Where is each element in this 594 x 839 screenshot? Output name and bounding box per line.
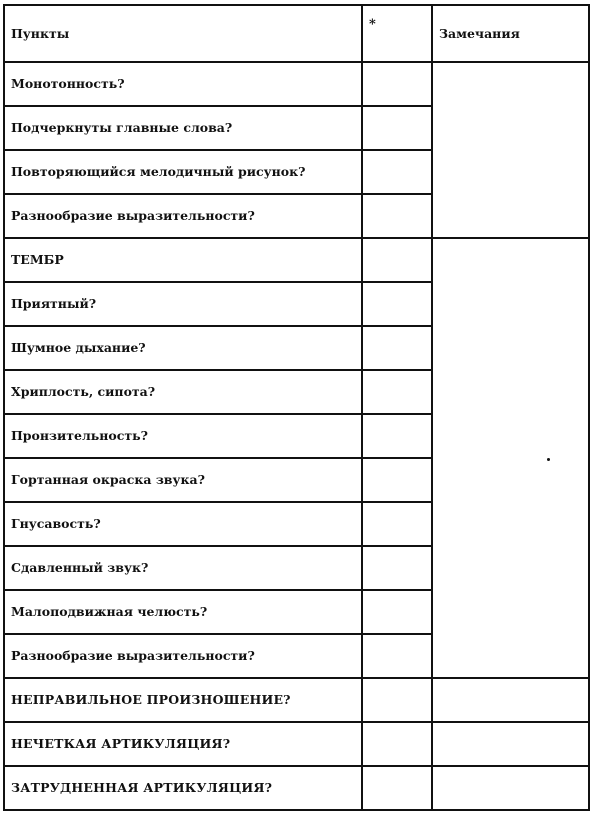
notes-cell-intonation: [432, 62, 589, 238]
row-label: НЕЧЕТКАЯ АРТИКУЛЯЦИЯ?: [4, 722, 362, 766]
row-label: Хриплость, сипота?: [4, 370, 362, 414]
row-label: Приятный?: [4, 282, 362, 326]
row-label: Шумное дыхание?: [4, 326, 362, 370]
mark-cell: [362, 106, 432, 150]
notes-cell: [432, 678, 589, 722]
row-label: ЗАТРУДНЕННАЯ АРТИКУЛЯЦИЯ?: [4, 766, 362, 810]
mark-cell: [362, 722, 432, 766]
mark-cell: [362, 458, 432, 502]
table-row: [4, 722, 589, 766]
mark-cell: [362, 326, 432, 370]
row-label: Сдавленный звук?: [4, 546, 362, 590]
row-label: Подчеркнуты главные слова?: [4, 106, 362, 150]
row-label: ТЕМБР: [4, 238, 362, 282]
mark-cell: [362, 678, 432, 722]
table-row: [4, 62, 589, 106]
row-label: Гнусавость?: [4, 502, 362, 546]
row-label: Монотонность?: [4, 62, 362, 106]
mark-cell: [362, 546, 432, 590]
table-row: [4, 238, 589, 282]
notes-cell-timbre: [432, 238, 589, 678]
mark-cell: [362, 62, 432, 106]
header-mark: *: [362, 5, 432, 62]
notes-cell: [432, 766, 589, 810]
mark-cell: [362, 414, 432, 458]
row-label: Разнообразие выразительности?: [4, 634, 362, 678]
row-label: Гортанная окраска звука?: [4, 458, 362, 502]
row-label: Разнообразие выразительности?: [4, 194, 362, 238]
mark-cell: [362, 150, 432, 194]
mark-cell: [362, 194, 432, 238]
stray-dot: [547, 458, 550, 461]
table-header-row: [4, 5, 589, 62]
header-items: Пункты: [4, 5, 362, 62]
mark-cell: [362, 766, 432, 810]
speech-checklist-table: [3, 4, 590, 811]
table-row: [4, 766, 589, 810]
mark-cell: [362, 238, 432, 282]
row-label: Пронзительность?: [4, 414, 362, 458]
notes-cell: [432, 722, 589, 766]
mark-cell: [362, 370, 432, 414]
table-row: [4, 678, 589, 722]
mark-cell: [362, 590, 432, 634]
mark-cell: [362, 282, 432, 326]
header-notes: Замечания: [432, 5, 589, 62]
mark-cell: [362, 502, 432, 546]
row-label: НЕПРАВИЛЬНОЕ ПРОИЗНОШЕНИЕ?: [4, 678, 362, 722]
mark-cell: [362, 634, 432, 678]
row-label: Повторяющийся мелодичный рисунок?: [4, 150, 362, 194]
row-label: Малоподвижная челюсть?: [4, 590, 362, 634]
